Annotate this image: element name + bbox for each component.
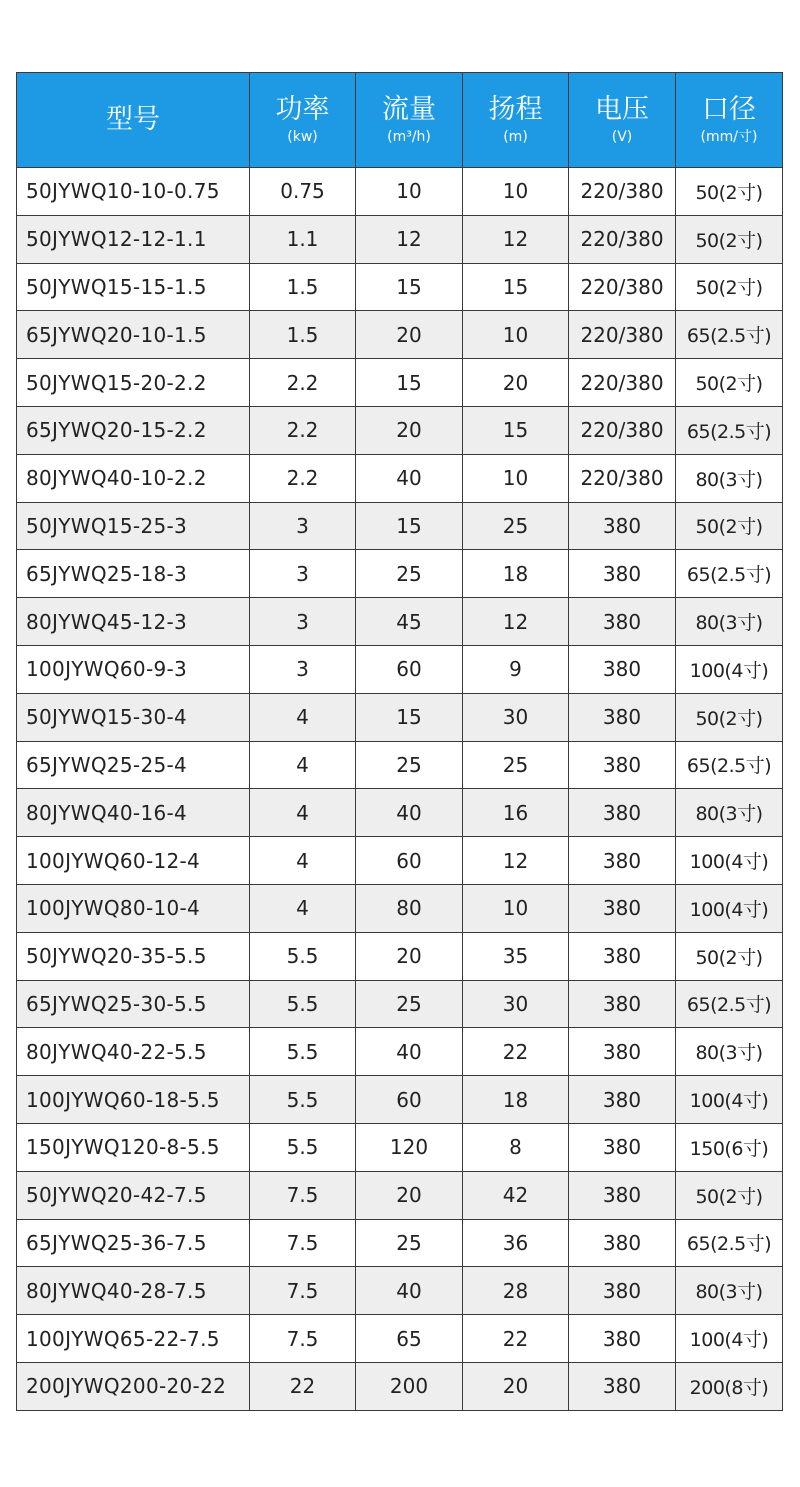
header-voltage [569,73,676,168]
cell-diameter: 80(3寸) [676,598,783,646]
cell-model: 100JYWQ60-18-5.5 [17,1076,250,1124]
table-row [17,1076,783,1124]
table-row [17,406,783,454]
cell-voltage: 380 [569,550,676,598]
cell-diameter: 100(4寸) [676,837,783,885]
table-row [17,1028,783,1076]
cell-power: 3 [250,598,356,646]
cell-head: 25 [463,502,569,550]
cell-flow: 20 [356,1171,463,1219]
header-label: 流量 [382,94,436,125]
cell-model: 65JYWQ20-15-2.2 [17,406,250,454]
cell-model: 50JYWQ15-30-4 [17,693,250,741]
cell-diameter: 80(3寸) [676,1028,783,1076]
cell-model: 100JYWQ80-10-4 [17,884,250,932]
cell-power: 4 [250,789,356,837]
spec-table-container [16,72,782,1411]
cell-head: 35 [463,932,569,980]
table-row [17,1219,783,1267]
table-row [17,837,783,885]
cell-flow: 15 [356,693,463,741]
table-row [17,1123,783,1171]
cell-model: 80JYWQ40-10-2.2 [17,454,250,502]
cell-head: 22 [463,1315,569,1363]
cell-voltage: 220/380 [569,263,676,311]
cell-head: 10 [463,454,569,502]
table-row [17,215,783,263]
cell-head: 12 [463,598,569,646]
cell-model: 50JYWQ15-15-1.5 [17,263,250,311]
cell-diameter: 50(2寸) [676,1171,783,1219]
cell-voltage: 380 [569,1267,676,1315]
cell-power: 4 [250,693,356,741]
cell-power: 3 [250,645,356,693]
cell-diameter: 50(2寸) [676,168,783,216]
cell-power: 1.5 [250,311,356,359]
cell-model: 100JYWQ60-12-4 [17,837,250,885]
cell-model: 100JYWQ65-22-7.5 [17,1315,250,1363]
cell-voltage: 380 [569,1362,676,1410]
cell-power: 5.5 [250,932,356,980]
cell-diameter: 50(2寸) [676,263,783,311]
cell-voltage: 380 [569,1219,676,1267]
cell-voltage: 220/380 [569,215,676,263]
cell-power: 5.5 [250,1123,356,1171]
cell-model: 50JYWQ15-25-3 [17,502,250,550]
table-row [17,168,783,216]
cell-voltage: 220/380 [569,311,676,359]
cell-diameter: 65(2.5寸) [676,311,783,359]
cell-diameter: 200(8寸) [676,1362,783,1410]
cell-voltage: 380 [569,502,676,550]
cell-flow: 25 [356,1219,463,1267]
header-power [250,73,356,168]
cell-diameter: 65(2.5寸) [676,1219,783,1267]
header-diameter [676,73,783,168]
cell-head: 18 [463,550,569,598]
table-row [17,1171,783,1219]
cell-diameter: 50(2寸) [676,502,783,550]
cell-model: 65JYWQ25-30-5.5 [17,980,250,1028]
table-row [17,884,783,932]
cell-flow: 40 [356,1028,463,1076]
cell-flow: 12 [356,215,463,263]
cell-head: 42 [463,1171,569,1219]
header-head [463,73,569,168]
cell-flow: 15 [356,263,463,311]
table-row [17,454,783,502]
cell-voltage: 380 [569,884,676,932]
cell-diameter: 100(4寸) [676,884,783,932]
cell-voltage: 220/380 [569,359,676,407]
cell-model: 50JYWQ10-10-0.75 [17,168,250,216]
header-unit: (mm/寸) [700,129,758,145]
cell-model: 100JYWQ60-9-3 [17,645,250,693]
cell-head: 30 [463,693,569,741]
cell-flow: 20 [356,932,463,980]
cell-model: 200JYWQ200-20-22 [17,1362,250,1410]
pump-spec-table [16,72,783,1411]
cell-flow: 40 [356,1267,463,1315]
table-row [17,645,783,693]
cell-flow: 120 [356,1123,463,1171]
cell-head: 20 [463,1362,569,1410]
table-row [17,693,783,741]
cell-voltage: 380 [569,598,676,646]
cell-model: 150JYWQ120-8-5.5 [17,1123,250,1171]
cell-flow: 45 [356,598,463,646]
cell-power: 4 [250,884,356,932]
table-row [17,789,783,837]
cell-diameter: 150(6寸) [676,1123,783,1171]
cell-flow: 15 [356,359,463,407]
cell-flow: 60 [356,645,463,693]
cell-head: 28 [463,1267,569,1315]
cell-model: 80JYWQ40-16-4 [17,789,250,837]
cell-power: 3 [250,502,356,550]
table-row [17,598,783,646]
cell-flow: 10 [356,168,463,216]
cell-head: 36 [463,1219,569,1267]
cell-voltage: 220/380 [569,406,676,454]
table-row [17,359,783,407]
cell-voltage: 380 [569,645,676,693]
cell-diameter: 80(3寸) [676,454,783,502]
cell-model: 80JYWQ40-28-7.5 [17,1267,250,1315]
cell-power: 5.5 [250,1028,356,1076]
header-row [17,73,783,168]
cell-voltage: 220/380 [569,454,676,502]
cell-flow: 40 [356,454,463,502]
cell-head: 18 [463,1076,569,1124]
cell-head: 10 [463,884,569,932]
header-unit: (m³/h) [387,129,431,145]
header-flow [356,73,463,168]
cell-power: 4 [250,837,356,885]
table-row [17,550,783,598]
cell-head: 12 [463,215,569,263]
cell-diameter: 100(4寸) [676,1315,783,1363]
table-row [17,502,783,550]
cell-head: 22 [463,1028,569,1076]
cell-power: 0.75 [250,168,356,216]
cell-diameter: 80(3寸) [676,789,783,837]
cell-power: 3 [250,550,356,598]
cell-flow: 60 [356,1076,463,1124]
cell-diameter: 65(2.5寸) [676,550,783,598]
cell-diameter: 50(2寸) [676,215,783,263]
header-label: 扬程 [488,94,543,125]
cell-flow: 80 [356,884,463,932]
cell-model: 50JYWQ12-12-1.1 [17,215,250,263]
cell-flow: 60 [356,837,463,885]
cell-power: 7.5 [250,1219,356,1267]
cell-head: 10 [463,168,569,216]
header-unit: (kw) [287,129,318,145]
table-row [17,1362,783,1410]
cell-model: 65JYWQ20-10-1.5 [17,311,250,359]
cell-power: 22 [250,1362,356,1410]
header-label: 功率 [275,94,330,125]
cell-model: 80JYWQ45-12-3 [17,598,250,646]
cell-head: 15 [463,406,569,454]
cell-flow: 20 [356,406,463,454]
cell-head: 20 [463,359,569,407]
cell-flow: 40 [356,789,463,837]
header-model [17,73,250,168]
table-row [17,263,783,311]
cell-flow: 25 [356,741,463,789]
cell-flow: 25 [356,980,463,1028]
cell-voltage: 220/380 [569,168,676,216]
cell-voltage: 380 [569,1171,676,1219]
cell-power: 4 [250,741,356,789]
table-row [17,1267,783,1315]
cell-power: 5.5 [250,1076,356,1124]
table-row [17,311,783,359]
cell-voltage: 380 [569,1076,676,1124]
header-label: 口径 [702,94,756,125]
cell-head: 9 [463,645,569,693]
table-row [17,741,783,789]
cell-head: 12 [463,837,569,885]
cell-diameter: 80(3寸) [676,1267,783,1315]
cell-diameter: 50(2寸) [676,359,783,407]
cell-voltage: 380 [569,693,676,741]
cell-flow: 25 [356,550,463,598]
cell-model: 50JYWQ20-35-5.5 [17,932,250,980]
header-unit: (m) [503,129,528,145]
cell-power: 2.2 [250,359,356,407]
cell-flow: 15 [356,502,463,550]
table-body [17,168,783,1411]
cell-power: 2.2 [250,454,356,502]
cell-power: 1.1 [250,215,356,263]
cell-voltage: 380 [569,980,676,1028]
table-header [17,73,783,168]
cell-voltage: 380 [569,741,676,789]
cell-flow: 20 [356,311,463,359]
cell-flow: 200 [356,1362,463,1410]
cell-power: 7.5 [250,1315,356,1363]
header-unit: (V) [611,129,633,145]
cell-head: 15 [463,263,569,311]
cell-power: 5.5 [250,980,356,1028]
cell-voltage: 380 [569,932,676,980]
cell-flow: 65 [356,1315,463,1363]
table-row [17,932,783,980]
cell-power: 7.5 [250,1267,356,1315]
cell-diameter: 50(2寸) [676,693,783,741]
cell-diameter: 100(4寸) [676,645,783,693]
cell-diameter: 100(4寸) [676,1076,783,1124]
cell-model: 65JYWQ25-18-3 [17,550,250,598]
cell-head: 10 [463,311,569,359]
cell-model: 65JYWQ25-36-7.5 [17,1219,250,1267]
cell-diameter: 65(2.5寸) [676,406,783,454]
cell-head: 8 [463,1123,569,1171]
cell-head: 30 [463,980,569,1028]
table-row [17,980,783,1028]
cell-head: 16 [463,789,569,837]
cell-power: 7.5 [250,1171,356,1219]
header-label: 电压 [595,94,649,125]
cell-voltage: 380 [569,837,676,885]
table-row [17,1315,783,1363]
cell-model: 80JYWQ40-22-5.5 [17,1028,250,1076]
cell-voltage: 380 [569,789,676,837]
cell-power: 1.5 [250,263,356,311]
cell-voltage: 380 [569,1315,676,1363]
cell-power: 2.2 [250,406,356,454]
header-label: 型号 [106,104,160,135]
cell-model: 50JYWQ20-42-7.5 [17,1171,250,1219]
cell-diameter: 50(2寸) [676,932,783,980]
cell-diameter: 65(2.5寸) [676,741,783,789]
cell-voltage: 380 [569,1028,676,1076]
cell-voltage: 380 [569,1123,676,1171]
cell-head: 25 [463,741,569,789]
cell-diameter: 65(2.5寸) [676,980,783,1028]
cell-model: 50JYWQ15-20-2.2 [17,359,250,407]
cell-model: 65JYWQ25-25-4 [17,741,250,789]
